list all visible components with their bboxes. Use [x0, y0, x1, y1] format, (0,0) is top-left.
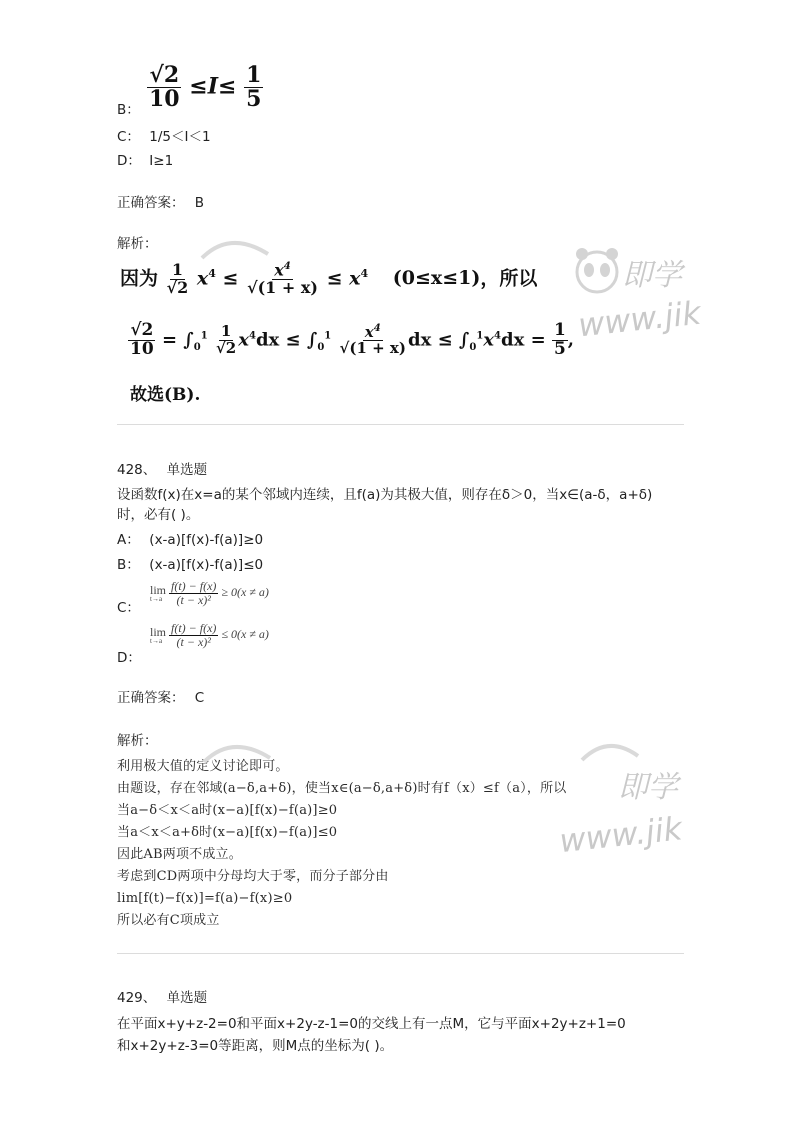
- question-number: 429、: [117, 990, 157, 1006]
- analysis-text-block: [117, 756, 566, 932]
- question-type: 单选题: [166, 462, 208, 478]
- panda-watermark-icon: [572, 240, 622, 300]
- question-stem-line-2: 时，必有( )。: [117, 507, 200, 523]
- watermark-swoosh-icon: [580, 740, 640, 764]
- analysis-line: 当a＜x＜a+δ时(x−a)[f(x)−f(a)]≤0: [117, 825, 338, 840]
- option-a: [117, 530, 263, 550]
- analysis-line: lim[f(t)−f(x)]=f(a)−f(x)≥0: [117, 891, 293, 906]
- analysis-line: 利用极大值的定义讨论即可。: [117, 759, 289, 774]
- analysis-line: 当a−δ＜x＜a时(x−a)[f(x)−f(a)]≥0: [117, 803, 338, 818]
- correct-answer-value: B: [194, 195, 205, 211]
- correct-answer-value: C: [194, 690, 205, 706]
- analysis-formula-line-1: 因为 $\frac{1}{√2}$ $x^4$ ≤ $\frac{x^4}{√(1 + x)}$ ≤ $x^4$ (0≤x≤1)，所以: [120, 260, 538, 298]
- option-b-label: B：: [117, 102, 140, 118]
- option-b: [117, 555, 263, 575]
- analysis-line: 由题设，存在邻域(a−δ,a+δ)，使当x∈(a−δ,a+δ)时有f（x）≤f（a），所以: [117, 781, 567, 796]
- option-d-text: I≥1: [149, 153, 174, 169]
- divider: [117, 424, 684, 425]
- option-c-label: C：: [117, 129, 140, 145]
- option-b-formula: $\frac{√2}{10}$ ≤I≤ $\frac{1}{5}$: [149, 62, 262, 113]
- analysis-suffix: ，所以: [480, 267, 538, 290]
- question-header: [117, 460, 207, 480]
- analysis-formula-line-2: $\frac{√2}{10}$ = $\int_0^1$ $\frac{1}{√2}$ $x^4dx \le \int_0^1$ $\frac{x^4}{√(1 + x)}$ dx ≤ $\int_0^1x^4dx$ = $\frac{1}{5}$ ,: [130, 320, 575, 359]
- option-a-text: (x-a)[f(x)-f(a)]≥0: [149, 532, 264, 548]
- option-b-label: B：: [117, 557, 140, 573]
- option-c-label: C：: [117, 600, 140, 616]
- analysis-label: 解析：: [117, 236, 158, 252]
- option-c: [117, 127, 211, 147]
- option-b-text: (x-a)[f(x)-f(a)]≤0: [149, 557, 264, 573]
- option-d: [117, 151, 173, 171]
- divider: [117, 953, 684, 954]
- question-stem-line-2: 和x+2y+z-3=0等距离，则M点的坐标为( )。: [117, 1038, 394, 1054]
- analysis-line: 考虑到CD两项中分母均大于零，而分子部分由: [117, 869, 389, 884]
- analysis-label: 解析：: [117, 733, 158, 749]
- analysis-conclusion: 故选(B).: [130, 385, 201, 405]
- correct-answer: [117, 193, 204, 213]
- option-c-text: 1/5＜I＜1: [149, 129, 211, 145]
- question-stem-line-1: 在平面x+y+z-2=0和平面x+2y-z-1=0的交线上有一点M，它与平面x+2y+z+1=0: [117, 1016, 626, 1032]
- question-type: 单选题: [166, 990, 208, 1006]
- correct-answer-label: 正确答案：: [117, 690, 185, 706]
- option-a-label: A：: [117, 532, 140, 548]
- correct-answer-label: 正确答案：: [117, 195, 185, 211]
- option-c-formula: lim t→a $\frac{f(t) - f(x)}{\text{(t − x)²}}$ ≥ 0(x ≠ a): [150, 579, 269, 607]
- option-d-label: D：: [117, 650, 141, 666]
- watermark-url: www.jik: [576, 293, 703, 345]
- question-number: 428、: [117, 462, 157, 478]
- watermark-swoosh-icon: [202, 740, 272, 766]
- watermark-swoosh-icon: [200, 236, 270, 262]
- watermark-brand: 即学: [618, 770, 678, 805]
- analysis-line: 因此AB两项不成立。: [117, 847, 242, 862]
- question-header: [117, 988, 207, 1008]
- option-d-label: D：: [117, 153, 141, 169]
- correct-answer: [117, 688, 204, 708]
- option-d-formula: lim t→a $\frac{f(t) - f(x)}{\text{(t − x)²}}$ ≤ 0(x ≠ a): [150, 621, 269, 649]
- watermark-url: www.jik: [557, 809, 684, 861]
- question-stem-line-1: 设函数f(x)在x=a的某个邻域内连续，且f(a)为其极大值，则存在δ＞0，当x∈(a-δ，a+δ): [117, 487, 653, 503]
- watermark-brand: 即学: [622, 258, 682, 293]
- analysis-line: 所以必有C项成立: [117, 913, 220, 928]
